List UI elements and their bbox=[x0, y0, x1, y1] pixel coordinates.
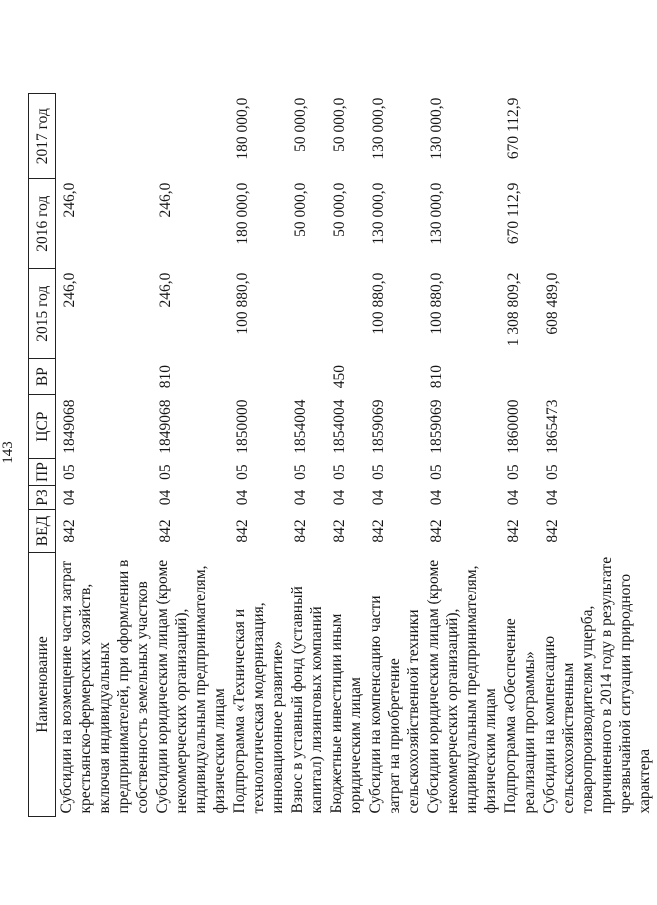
page-number: 143 bbox=[0, 441, 16, 464]
row-vr: 450 bbox=[331, 365, 348, 389]
row-2017: 180 000,0 bbox=[234, 97, 251, 160]
header-csr: ЦСР bbox=[29, 395, 56, 459]
row-vr bbox=[59, 359, 156, 395]
row-ved: 842 bbox=[292, 519, 309, 543]
table-row bbox=[423, 94, 500, 817]
row-csr: 1850000 bbox=[234, 399, 251, 454]
row-pr: 05 bbox=[370, 464, 387, 480]
row-pr: 05 bbox=[292, 464, 309, 480]
row-rz: 04 bbox=[370, 489, 387, 506]
row-2016: 130 000,0 bbox=[428, 182, 445, 245]
row-vr bbox=[232, 359, 290, 395]
row-2017 bbox=[542, 94, 657, 179]
row-rz: 04 bbox=[544, 489, 561, 506]
row-2017: 130 000,0 bbox=[428, 97, 445, 160]
row-2016: 670 112,9 bbox=[505, 182, 522, 245]
row-csr: 1860000 bbox=[505, 399, 522, 454]
table-row bbox=[152, 94, 229, 817]
row-2016: 180 000,0 bbox=[234, 182, 251, 245]
row-csr: 1849068 bbox=[157, 399, 174, 454]
row-2016: 130 000,0 bbox=[370, 182, 387, 245]
row-2015: 100 880,0 bbox=[234, 272, 251, 335]
row-2017 bbox=[59, 94, 156, 179]
row-pr: 05 bbox=[331, 464, 348, 480]
row-2015: 608 489,0 bbox=[544, 272, 561, 335]
row-2015: 100 880,0 bbox=[428, 272, 445, 335]
row-ved: 842 bbox=[428, 519, 445, 543]
row-name: Субсидии на компенсацию части затрат на приобретение сельскохозяйственной техники bbox=[367, 595, 422, 814]
table-row bbox=[326, 94, 365, 817]
header-2016: 2016 год bbox=[29, 179, 56, 269]
header-rz: РЗ bbox=[29, 486, 56, 510]
row-pr: 05 bbox=[428, 464, 445, 480]
row-ved: 842 bbox=[157, 519, 174, 543]
row-vr: 810 bbox=[157, 365, 174, 389]
row-2017: 50 000,0 bbox=[292, 97, 309, 152]
row-2016: 50 000,0 bbox=[331, 182, 348, 237]
row-vr bbox=[503, 359, 542, 395]
row-csr: 1854004 bbox=[331, 399, 348, 454]
row-2015: 100 880,0 bbox=[370, 272, 387, 335]
row-pr: 05 bbox=[505, 464, 522, 480]
header-2015: 2015 год bbox=[29, 269, 56, 359]
row-2015: 246,0 bbox=[61, 272, 78, 308]
row-rz: 04 bbox=[234, 489, 251, 506]
row-name: Субсидии на компенсацию сельскохозяйственным товаропроизводителям ущерба, причиненного в 2014 году в результате чрезвычайной ситуации природного характера bbox=[541, 556, 653, 814]
row-rz: 04 bbox=[331, 489, 348, 506]
row-ved: 842 bbox=[331, 519, 348, 543]
table-row bbox=[56, 94, 153, 817]
row-rz: 04 bbox=[61, 489, 78, 506]
row-vr bbox=[542, 359, 657, 395]
row-2016: 246,0 bbox=[61, 182, 78, 218]
row-2017: 670 112,9 bbox=[505, 97, 522, 160]
row-rz: 04 bbox=[428, 489, 445, 506]
row-2015 bbox=[329, 269, 368, 359]
header-pr: ПР bbox=[29, 459, 56, 486]
row-name: Подпрограмма «Техническая и технологическая модернизация, инновационное развитие» bbox=[231, 602, 286, 814]
row-2016: 246,0 bbox=[157, 182, 174, 218]
row-name: Субсидии юридическим лицам (кроме некоммерческих организаций), индивидуальным предпринимателям, физическим лицам bbox=[425, 559, 499, 814]
row-ved: 842 bbox=[544, 519, 561, 543]
row-csr: 1854004 bbox=[292, 399, 309, 454]
row-vr: 810 bbox=[428, 365, 445, 389]
row-name: Бюджетные инвестиции иным юридическим лицам bbox=[328, 613, 364, 814]
header-naimenovanie: Наименование bbox=[29, 553, 56, 817]
row-pr: 05 bbox=[61, 464, 78, 480]
table-row bbox=[229, 94, 287, 817]
header-2017: 2017 год bbox=[29, 94, 56, 179]
row-csr: 1865473 bbox=[544, 399, 561, 454]
row-csr: 1849068 bbox=[61, 399, 78, 454]
row-ved: 842 bbox=[505, 519, 522, 543]
row-rz: 04 bbox=[505, 489, 522, 506]
table-row bbox=[287, 94, 326, 817]
budget-table bbox=[28, 93, 654, 817]
row-ved: 842 bbox=[234, 519, 251, 543]
table-header-row bbox=[29, 94, 56, 817]
table-row bbox=[500, 94, 539, 817]
table-row bbox=[365, 94, 423, 817]
row-2015: 1 308 809,2 bbox=[505, 272, 522, 347]
row-pr: 05 bbox=[544, 464, 561, 480]
row-2017: 130 000,0 bbox=[370, 97, 387, 160]
row-name: Субсидии юридическим лицам (кроме некоммерческих организаций), индивидуальным предпринимателям, физическим лицам bbox=[154, 559, 228, 814]
row-pr: 05 bbox=[157, 464, 174, 480]
row-2015: 246,0 bbox=[157, 272, 174, 308]
row-csr: 1859069 bbox=[370, 399, 387, 454]
row-2017 bbox=[155, 94, 232, 179]
row-pr: 05 bbox=[234, 464, 251, 480]
header-ved: ВЕД bbox=[29, 510, 56, 553]
row-vr bbox=[368, 359, 426, 395]
row-2017: 50 000,0 bbox=[331, 97, 348, 152]
row-2016: 50 000,0 bbox=[292, 182, 309, 237]
table-row bbox=[539, 94, 654, 817]
row-name: Подпрограмма «Обеспечение реализации программы» bbox=[502, 618, 538, 814]
row-ved: 842 bbox=[61, 519, 78, 543]
row-rz: 04 bbox=[292, 489, 309, 506]
row-2016 bbox=[542, 179, 657, 269]
row-rz: 04 bbox=[157, 489, 174, 506]
row-name: Взнос в уставный фонд (уставный капитал) лизинговых компаний bbox=[289, 586, 325, 814]
row-name: Субсидии на возмещение части затрат крестьянско-фермерских хозяйств, включая индивидуальных предпринимателей, при оформлении в собственность земельных участков bbox=[58, 559, 151, 814]
row-2015 bbox=[290, 269, 329, 359]
row-ved: 842 bbox=[370, 519, 387, 543]
header-vr: ВР bbox=[29, 359, 56, 395]
row-csr: 1859069 bbox=[428, 399, 445, 454]
row-vr bbox=[290, 359, 329, 395]
